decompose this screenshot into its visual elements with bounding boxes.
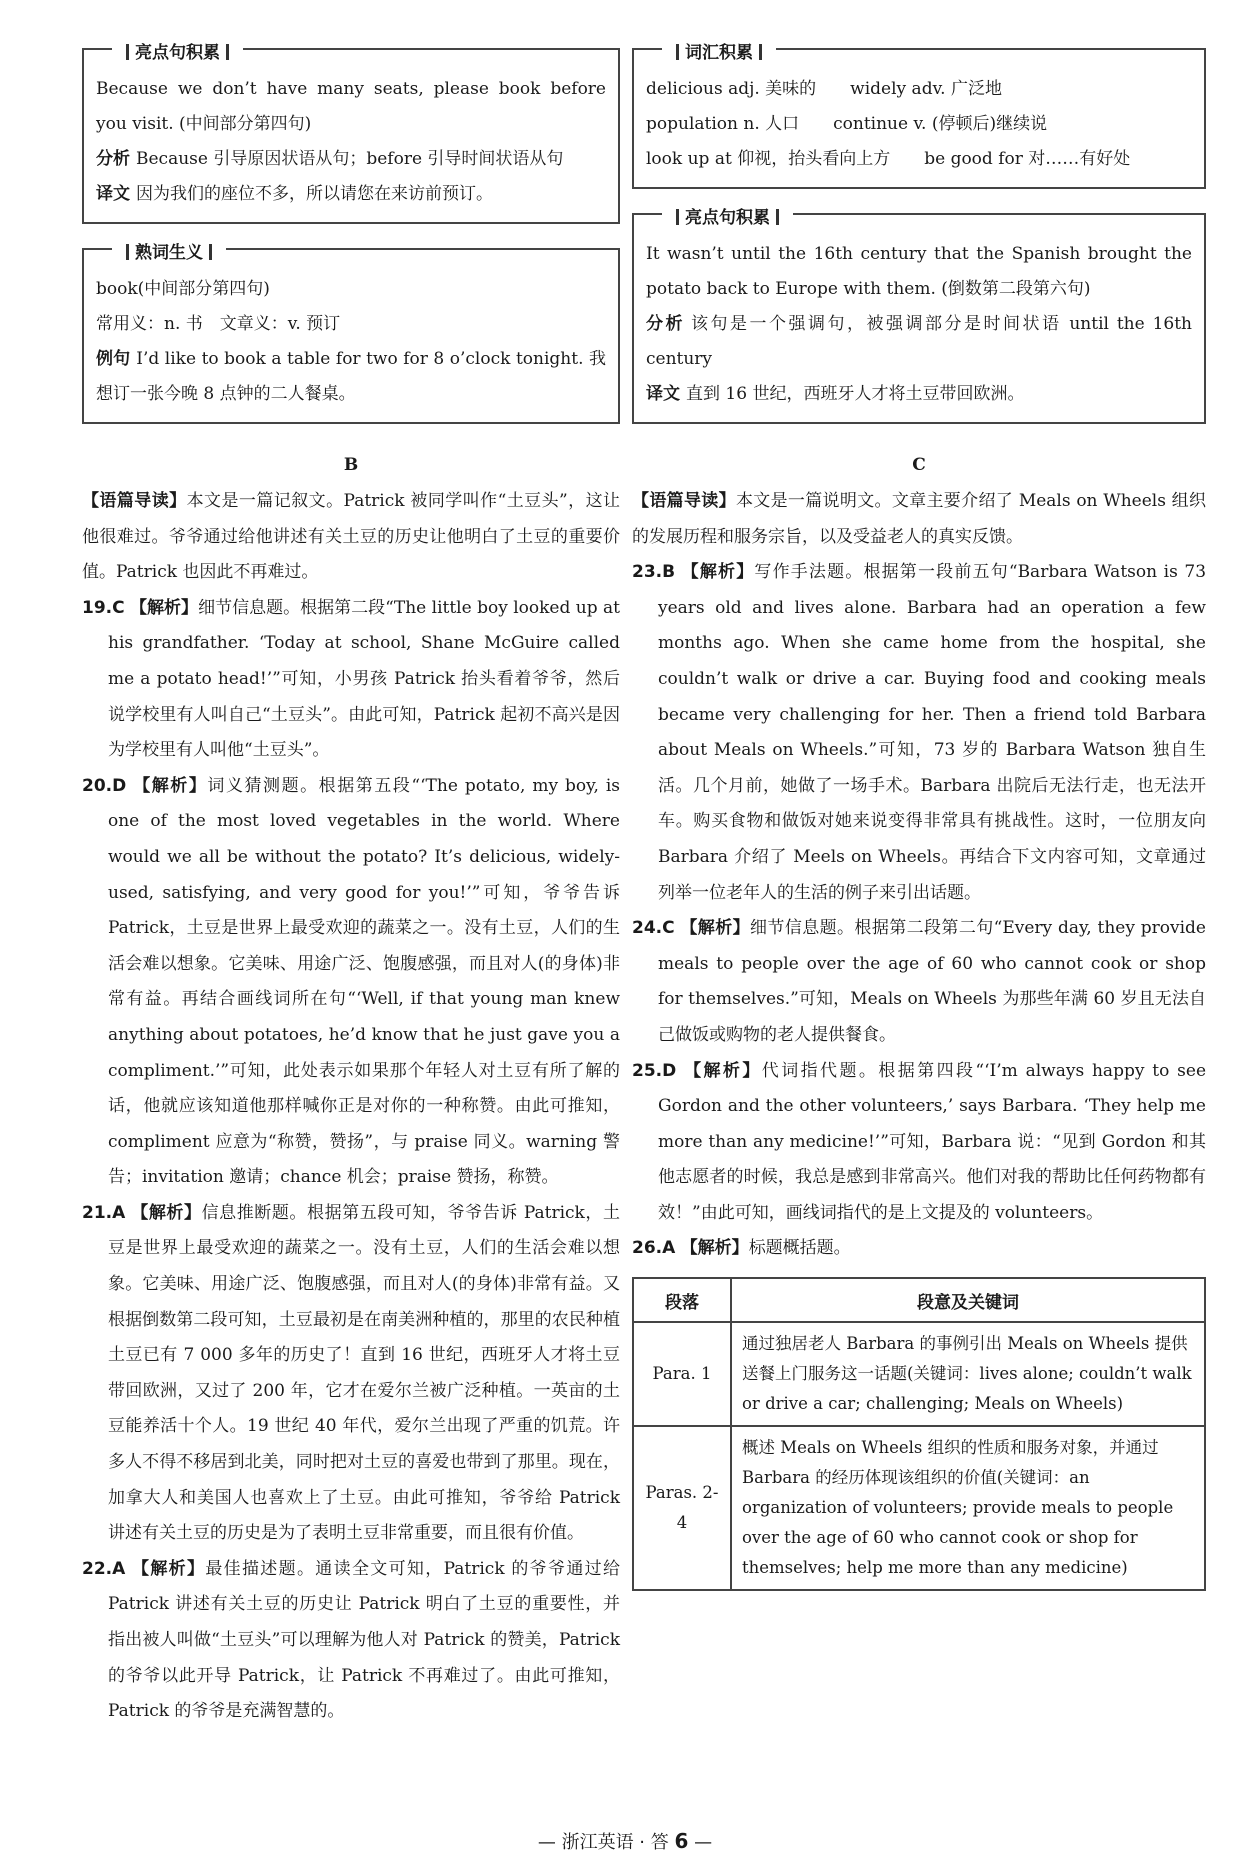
translation-label: 译文 [96, 184, 130, 204]
box-title: 亮点句积累 [662, 203, 793, 228]
example: I’d like to book a table for two for 8 o’clock tonight. 我想订一张今晚 8 点钟的二人餐桌。 [96, 349, 607, 404]
question-24 [632, 911, 1206, 1053]
question-21 [82, 1196, 620, 1552]
analysis-tag: 【解析】 [684, 1060, 762, 1081]
analysis-text: 细节信息题。根据第二段第二句“Every day, they provide meals to people over the age of 60 who cannot cook or shop for themselves.”可知，Meals on Wheels 为那些年满 60 岁且无法自己做饭或购物的老人提供餐食。 [658, 918, 1206, 1045]
question-23 [632, 555, 1206, 911]
section-title-b: B [343, 455, 359, 475]
answer-number: 20.D [82, 775, 127, 796]
paragraph-cell: Para. 1 [633, 1322, 731, 1426]
analysis-tag: 【解析】 [680, 918, 751, 939]
paragraph-cell: Paras. 2-4 [633, 1426, 731, 1590]
guide-tag: 【语篇导读】 [82, 491, 187, 511]
question-20 [82, 769, 620, 1196]
translation: 因为我们的座位不多，所以请您在来访前预订。 [136, 184, 493, 204]
page-footer [0, 1828, 1250, 1854]
analysis-label: 分析 [96, 149, 130, 169]
box-title: 熟词生义 [112, 238, 226, 263]
word: book(中间部分第四句) [96, 279, 270, 299]
analysis-text: 标题概括题。 [748, 1238, 851, 1259]
table-row [633, 1322, 1205, 1426]
guide-text: 本文是一篇记叙文。Patrick 被同学叫作“土豆头”，这让他很难过。爷爷通过给他讲述有关土豆的历史让他明白了土豆的重要价值。Patrick 也因此不再难过。 [82, 491, 621, 583]
table-header-row [633, 1278, 1205, 1322]
content-cell: 概述 Meals on Wheels 组织的性质和服务对象，并通过 Barbara 的经历体现该组织的价值(关键词：an organization of volunteers; provide meals to people over the age of 60 who cannot cook or shop for themselves; help me more than any medicine) [731, 1426, 1205, 1590]
vocab-row: delicious adj. 美味的 widely adv. 广泛地 [646, 79, 1002, 99]
analysis-text: 代词指代题。根据第四段“‘I’m always happy to see Gordon and the other volunteers,’ says Barbara. ‘They help me more than any medicine!’”可知，Barbara 说：“见到 Gordon 和其他志愿者的时候，我总是感到非常高兴。他们对我的帮助比任何药物都有效！”由此可知，画线词指代的是上文提及的 volunteers。 [658, 1060, 1207, 1223]
meanings: 常用义：n. 书 文章义：v. 预订 [96, 314, 341, 334]
guide-text: 本文是一篇说明文。文章主要介绍了 Meals on Wheels 组织的发展历程和服务宗旨，以及受益老人的真实反馈。 [632, 491, 1206, 547]
analysis: Because 引导原因状语从句；before 引导时间状语从句 [136, 149, 564, 169]
answer-number: 21.A [82, 1202, 126, 1223]
sentence: It wasn’t until the 16th century that the Spanish brought the potato back to Europe with them. (倒数第二段第六句) [646, 244, 1192, 299]
analysis-tag: 【解析】 [681, 562, 755, 583]
example-label: 例句 [96, 349, 131, 369]
question-25 [632, 1054, 1206, 1232]
question-19 [82, 591, 620, 769]
analysis-label: 分析 [646, 314, 685, 334]
translation-label: 译文 [646, 384, 680, 404]
section-title-c: C [912, 455, 926, 475]
analysis-text: 信息推断题。根据第五段可知，爷爷告诉 Patrick，土豆是世界上最受欢迎的蔬菜之一。没有土豆，人们的生活会难以想象。它美味、用途广泛、饱腹感强，而且对人(的身体)非常有益。又根据倒数第二段可知，土豆最初是在南美洲种植的，那里的农民种植土豆已有 7 000 多年的历史了！直到 16 世纪，西班牙人才将土豆带回欧洲，又过了 200 年，它才在爱尔兰被广泛种植。一英亩的土豆能养活十个人。19 世纪 40 年代，爱尔兰出现了严重的饥荒。许多人不得不移居到北美，同时把对土豆的喜爱也带到了那里。现在，加拿大人和美国人也喜欢上了土豆。由此可推知，爷爷给 Patrick 讲述有关土豆的历史是为了表明土豆非常重要，而且很有价值。 [108, 1202, 621, 1544]
analysis-tag: 【解析】 [132, 1558, 206, 1579]
guide-tag: 【语篇导读】 [632, 491, 736, 511]
answer-number: 19.C [82, 597, 125, 618]
table-header: 段意及关键词 [731, 1278, 1205, 1322]
answer-number: 22.A [82, 1558, 126, 1579]
vocab-row: population n. 人口 continue v. (停顿后)继续说 [646, 114, 1048, 134]
reading-guide [632, 484, 1206, 555]
question-22 [82, 1552, 620, 1730]
answer-number: 26.A [632, 1238, 676, 1259]
question-26 [632, 1231, 1206, 1267]
table-row [633, 1426, 1205, 1590]
table-header: 段落 [633, 1278, 731, 1322]
right-column [632, 43, 1207, 1591]
analysis-text: 写作手法题。根据第一段前五句“Barbara Watson is 73 years old and lives alone. Barbara had an operation a few months ago. When she came home from the hospital, she couldn’t walk or drive a car. Buying food and cooking meals became very challenging for her. Then a friend told Barbara about Meals on Wheels.”可知，73 岁的 Barbara Watson 独自生活。几个月前，她做了一场手术。Barbara 出院后无法行走，也无法开车。购买食物和做饭对她来说变得非常具有挑战性。这时，一位朋友向 Barbara 介绍了 Meels on Wheels。再结合下文内容可知，文章通过列举一位老年人的生活的例子来引出话题。 [658, 562, 1207, 903]
analysis-tag: 【解析】 [130, 597, 199, 618]
answer-number: 23.B [632, 562, 676, 583]
answer-number: 25.D [632, 1060, 677, 1081]
translation: 直到 16 世纪，西班牙人才将土豆带回欧洲。 [686, 384, 1025, 404]
answer-number: 24.C [632, 918, 675, 939]
highlight-sentence-box-2 [632, 208, 1206, 424]
footer-suffix: — [694, 1832, 713, 1853]
analysis-text: 细节信息题。根据第二段“The little boy looked up at his grandfather. ‘Today at school, Shane McGuire called me a potato head!’”可知，小男孩 Patrick 抬头看着爷爷，然后说学校里有人叫自己“土豆头”。由此可知，Patrick 起初不高兴是因为学校里有人叫他“土豆头”。 [108, 597, 621, 761]
analysis-text: 最佳描述题。通读全文可知，Patrick 的爷爷通过给 Patrick 讲述有关土豆的历史让 Patrick 明白了土豆的重要性，并指出被人叫做“土豆头”可以理解为他人对 Patrick 的赞美，Patrick 的爷爷以此开导 Patrick，让 Patrick 不再难过了。由此可推知，Patrick 的爷爷是充满智慧的。 [108, 1558, 620, 1722]
highlight-sentence-box [82, 43, 620, 224]
analysis-tag: 【解析】 [680, 1238, 749, 1259]
left-column [82, 43, 621, 1730]
content-cell: 通过独居老人 Barbara 的事例引出 Meals on Wheels 提供送餐上门服务这一话题(关键词：lives alone; couldn’t walk or drive a car; challenging; Meals on Wheels) [731, 1322, 1205, 1426]
footer-prefix: — 浙江英语 · 答 [537, 1832, 669, 1853]
box-title: 亮点句积累 [112, 38, 243, 63]
paragraph-outline-table [632, 1277, 1206, 1591]
box-title: 词汇积累 [662, 38, 776, 63]
reading-guide [82, 484, 620, 591]
analysis: 该句是一个强调句，被强调部分是时间状语 until the 16th century [646, 314, 1192, 369]
analysis-text: 词义猜测题。根据第五段“‘The potato, my boy, is one of the most loved vegetables in the world. Where would we all be without the potato? It’s delicious, widely-used, satisfying, and very good for you!’”可知，爷爷告诉 Patrick，土豆是世界上最受欢迎的蔬菜之一。没有土豆，人们的生活会难以想象。它美味、用途广泛、饱腹感强，而且对人(的身体)非常有益。再结合画线词所在句“‘Well, if that young man knew anything about potatoes, he’d know that he just gave you a compliment.’”可知，此处表示如果那个年轻人对土豆有所了解的话，他就应该知道他那样喊你正是对你的一种称赞。由此可推知，compliment 应意为“称赞，赞扬”，与 praise 同义。warning 警告；invitation 邀请；chance 机会；praise 赞扬，称赞。 [108, 775, 620, 1188]
analysis-tag: 【解析】 [131, 1202, 202, 1223]
analysis-tag: 【解析】 [133, 775, 208, 796]
vocabulary-box [632, 43, 1206, 189]
vocab-row: look up at 仰视，抬头看向上方 be good for 对……有好处 [646, 149, 1131, 169]
word-new-meaning-box [82, 243, 620, 424]
page-number: 6 [674, 1829, 689, 1853]
sentence: Because we don’t have many seats, please book before you visit. (中间部分第四句) [96, 79, 606, 134]
